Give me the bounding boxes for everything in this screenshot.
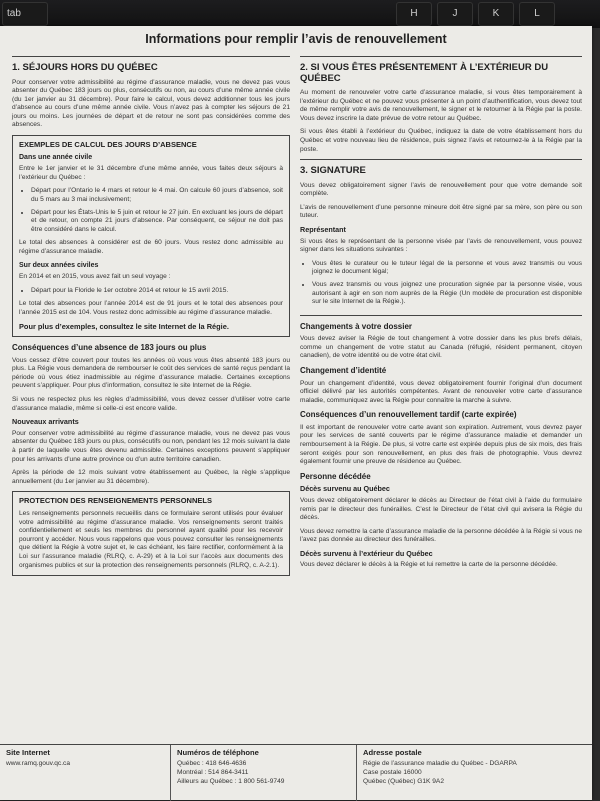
list-item: • Départ pour les États-Unis le 5 juin et retour le 27 juin. En excluant les jours de départ et de retour, on compte 21 jours d’absence. Par conséquent, ce séjour ne doit pas être considéré dans le calcul. [31,209,283,235]
deceased-title: Personne décédée [300,471,371,481]
key-j: J [437,2,473,26]
list-item: • Départ pour l’Ontario le 4 mars et retour le 4 mai. On calcule 60 jours d’absence, soit du 5 mars au 3 mai inclusivement; [31,187,283,204]
section-rule [300,159,582,160]
page-title: Informations pour remplir l’avis de renouvellement [145,32,447,46]
footer-phone-line: Québec : 418 646-4636 [177,760,247,767]
key-tab: tab [2,2,48,26]
footer-address-line: Régie de l’assurance maladie du Québec - DGARPA [363,760,517,767]
section-rule [300,315,582,316]
section-2-title: 2. SI VOUS ÊTES PRÉSENTEMENT À L’EXTÉRIEUR DU QUÉBEC [300,62,549,84]
left-column [12,52,290,582]
key-h: H [396,2,432,26]
section-rule [12,56,290,57]
calc-year2-title: Sur deux années civiles [19,261,99,269]
privacy-box [12,491,290,576]
footer-phones [171,745,356,801]
newcomers-title: Nouveaux arrivants [12,417,79,427]
key-k: K [478,2,514,26]
list-item: • Vous êtes le curateur ou le tuteur légal de la personne et vous avez transmis ou vous joignez le document légal; [312,260,582,277]
calc-year2-intro: En 2014 et en 2015, vous avez fait un seul voyage : [19,273,171,281]
deceased-outside-title: Décès survenu à l’extérieur du Québec [300,548,433,558]
calc-year1-intro: Entre le 1er janvier et le 31 décembre d’une même année, vous faites deux séjours à l’extérieur du Québec : [19,165,283,181]
consequences-text-2: Si vous ne respectez plus les règles d’admissibilité, vous devez cesser d’utiliser votre carte d’assurance maladie, même si celle-ci est encore valide. [12,396,290,412]
identity-change-title: Changement d’identité [300,366,387,376]
changes-title: Changements à votre dossier [300,321,413,331]
calc-year2-list [19,287,283,296]
contact-footer [0,744,592,801]
calculation-examples-box [12,135,290,337]
footer-site-title: Site Internet [6,748,50,757]
deceased-quebec-text-2: Vous devez remettre la carte d’assurance maladie de la personne décédée à la Régie si vous ne l’avez pas donnée au directeur des funérailles. [300,527,582,544]
section-2-text-2: Si vous êtes établi à l’extérieur du Québec, indiquez la date de votre établissement hors du Québec et votre nouveau lieu de résidence, puis signez l’avis et retournez-le à la Régie par la poste. [300,128,582,153]
right-column [300,52,582,575]
document-page [0,26,592,800]
deceased-outside-text: Vous devez déclarer le décès à la Régie et lui remettre la carte de la personne décédée. [300,561,558,569]
footer-address-title: Adresse postale [363,748,422,757]
footer-phone-line: Montréal : 514 864-3411 [177,769,249,776]
section-3-text-1: Vous devez obligatoirement signer l’avis de renouvellement pour que votre demande soit complète. [300,181,582,198]
section-rule [300,56,582,57]
calc-more-examples: Pour plus d’exemples, consultez le site Internet de la Régie. [19,321,229,331]
footer-address-line: Québec (Québec) G1K 9A2 [363,778,445,785]
changes-text: Vous devez aviser la Régie de tout changement à votre dossier dans les plus brefs délais, comme un changement de votre statut au Canada (réfugié, résident permanent, citoyen canadien), de votre identité ou de votre état civil. [300,335,582,360]
section-1-text: Pour conserver votre admissibilité au régime d’assurance maladie, vous ne devez pas vous absenter du Québec 183 jours ou plus, consécutifs ou non, au cours d’une même année civile (du 1er janvier au 31 décembre). Pour faire le calcul, vous devez additionner tous les jours d’absence au cours d’une même année civile. Vous n’avez pas à compter les séjours de 21 jours ou moins. Les journées de départ et de retour ne sont pas considérées comme des absences. [12,78,290,129]
representative-intro: Si vous êtes le représentant de la personne visée par l’avis de renouvellement, vous pouvez signer dans les situations suivantes : [300,237,582,254]
calc-year2-total: Le total des absences pour l’année 2014 est de 91 jours et le total des absences pour l’année 2015 est de 104. Vous restez donc admissible au régime d’assurance maladie. [19,300,283,316]
keyboard-strip [0,0,600,28]
section-1-title: 1. SÉJOURS HORS DU QUÉBEC [12,62,158,73]
list-item: • Vous avez transmis ou vous joignez une procuration signée par la personne visée, vous autorisant à agir en son nom auprès de la Régie (Un modèle de procuration est disponible sur le site Internet de la Régie.). [312,281,582,307]
late-renewal-text: Il est important de renouveler votre carte avant son expiration. Autrement, vous devrez payer pour les services de santé couverts par le régime d’assurance maladie et demander un remboursement à la Régie. De plus, si votre carte est expirée depuis plus de six mois, des frais seront exigés pour son renouvellement, en plus des frais de photographie. Vous devrez également fournir une preuve de résidence au Québec. [300,423,582,466]
footer-phone-title: Numéros de téléphone [177,748,259,757]
consequences-title: Conséquences d’une absence de 183 jours ou plus [12,343,207,353]
footer-address-line: Case postale 16000 [363,769,422,776]
section-3-title: 3. SIGNATURE [300,165,366,177]
representative-list [300,260,582,307]
deceased-quebec-title: Décès survenu au Québec [300,484,390,494]
footer-site-url: www.ramq.gouv.qc.ca [6,760,71,767]
list-item: • Départ pour la Floride le 1er octobre 2014 et retour le 15 avril 2015. [31,287,283,296]
late-renewal-title: Conséquences d’un renouvellement tardif (carte expirée) [300,410,517,420]
newcomers-text-1: Pour conserver votre admissibilité au régime d’assurance maladie, vous ne devez pas vous absenter du Québec 183 jours ou plus, consécutifs ou non, pendant les 12 mois suivant la date à partir de laquelle vous êtes devenu admissible. Certaines exceptions peuvent s’appliquer pour les arrivants d’une autre province ou d’un autre territoire canadien. [12,429,290,463]
footer-phone-line: Ailleurs au Québec : 1 800 561-9749 [177,778,285,785]
calc-box-title: EXEMPLES DE CALCUL DES JOURS D’ABSENCE [19,140,197,150]
identity-change-text: Pour un changement d’identité, vous devez obligatoirement fournir l’original d’un document officiel délivré par les autorités compétentes. Avant de renouveler votre carte d’assurance maladie, communiquez avec la Régie pour connaître la marche à suivre. [300,379,582,404]
consequences-text-1: Vous cessez d’être couvert pour toutes les années où vous vous êtes absenté 183 jours ou plus. La Régie vous demandera de rembourser le coût des services de santé reçus pendant la période où vous étiez inadmissible au régime d’assurance maladie. Certaines exceptions peuvent s’appliquer. Pour plus d’information, consultez le site Internet de la Régie. [12,356,290,390]
privacy-text: Les renseignements personnels recueillis dans ce formulaire seront utilisés pour évaluer votre admissibilité au régime d’assurance maladie. Vos renseignements seront traités confidentiellement et seuls les membres du personnel ayant qualité pour les recevoir pourront y accéder. Nous vous rappelons que vous pouvez consulter les renseignements que détient la Régie à votre sujet et, le cas échéant, les faire rectifier, conformément à la Loi sur l’assurance maladie (RLRQ, c. A-29) et à la Loi sur l’accès aux documents des organismes publics et sur la protection des renseignements personnels (RLRQ, c. A-2.1). [19,509,283,569]
calc-year1-list [19,187,283,234]
section-2-text-1: Au moment de renouveler votre carte d’assurance maladie, si vous êtes temporairement à l’extérieur du Québec et ne pouvez vous présenter à un point d’authentification, vous devez tout de même remplir votre avis de renouvellement, le signer et le retourner à la Régie par la poste. Vous devez inscrire la date prévue de votre retour au Québec. [300,89,582,122]
newcomers-text-2: Après la période de 12 mois suivant votre établissement au Québec, la règle s’applique annuellement (du 1er janvier au 31 décembre). [12,469,290,485]
deceased-quebec-text-1: Vous devez obligatoirement déclarer le décès au Directeur de l’état civil à l’aide du formulaire remis par le directeur des funérailles. C’est le Directeur de l’état civil qui avisera la Régie du décès. [300,496,582,522]
calc-year1-total: Le total des absences à considérer est de 60 jours. Vous restez donc admissible au régime d’assurance maladie. [19,239,283,255]
footer-address [357,745,592,801]
footer-website [0,745,170,801]
privacy-title: PROTECTION DES RENSEIGNEMENTS PERSONNELS [19,496,212,506]
key-l: L [519,2,555,26]
section-3-text-2: L’avis de renouvellement d’une personne mineure doit être signé par sa mère, son père ou son tuteur. [300,203,582,220]
calc-year1-title: Dans une année civile [19,153,93,161]
representative-title: Représentant [300,225,346,235]
